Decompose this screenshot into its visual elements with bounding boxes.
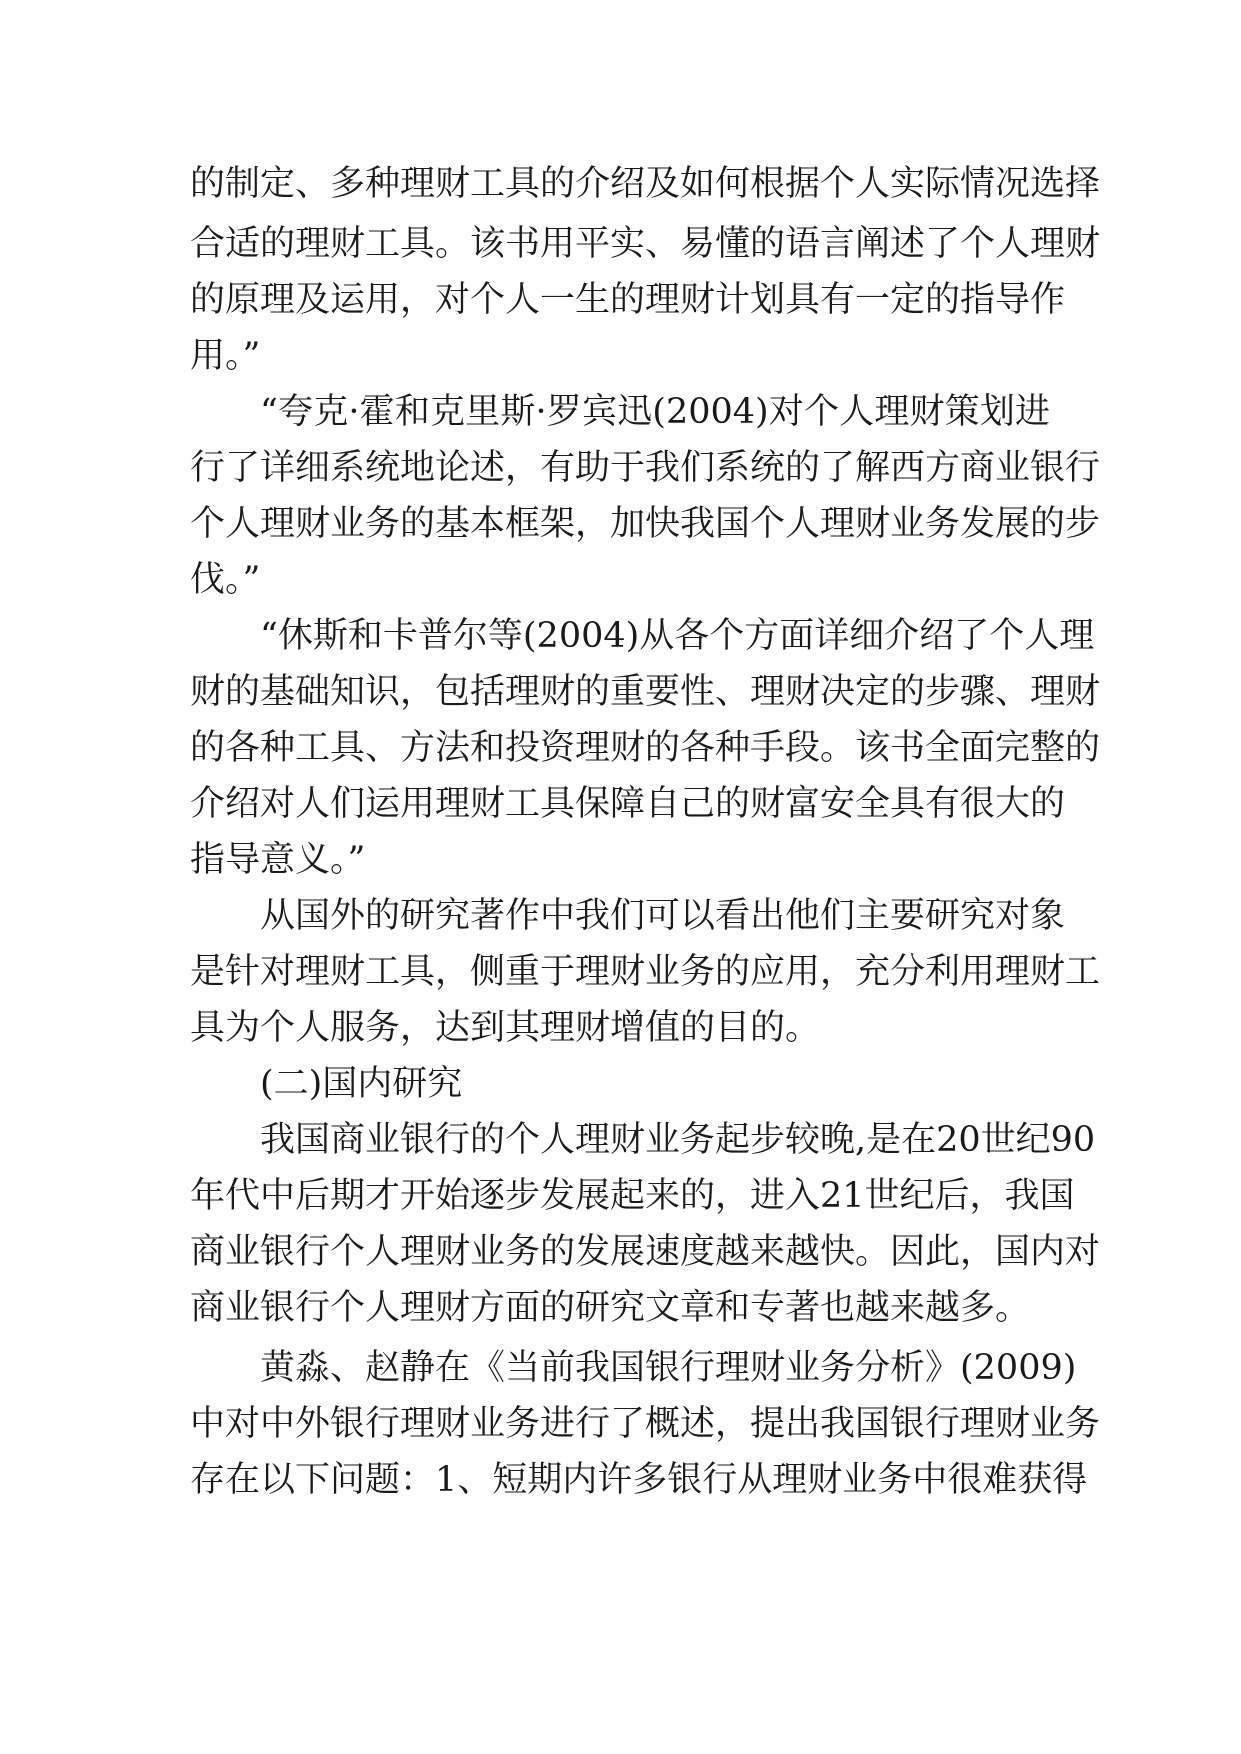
section-heading: (二)国内研究 [260, 1064, 463, 1104]
text-line-24: 存在以下问题：1、短期内许多银行从理财业务中很难获得 [190, 1460, 1088, 1500]
text-line-8: 伐。” [190, 560, 261, 600]
text-line-23: 中对中外银行理财业务进行了概述，提出我国银行理财业务 [190, 1404, 1101, 1444]
text-line-7: 个人理财业务的基本框架，加快我国个人理财业务发展的步 [190, 504, 1101, 544]
text-line-15: 是针对理财工具，侧重于理财业务的应用，充分利用理财工 [190, 952, 1101, 992]
text-line-3: 的原理及运用，对个人一生的理财计划具有一定的指导作 [190, 280, 1066, 320]
text-line-19: 年代中后期才开始逐步发展起来的，进入21世纪后，我国 [190, 1176, 1075, 1216]
text-line-20: 商业银行个人理财业务的发展速度越来越快。因此，国内对 [190, 1232, 1101, 1272]
text-line-18: 我国商业银行的个人理财业务起步较晚,是在20世纪90 [260, 1120, 1096, 1160]
text-line-13: 指导意义。” [190, 840, 366, 880]
text-line-5: “夸克·霍和克里斯·罗宾迅(2004)对个人理财策划进 [260, 392, 1050, 432]
text-line-9: “休斯和卡普尔等(2004)从各个方面详细介绍了个人理 [260, 616, 1095, 656]
text-line-16: 具为个人服务，达到其理财增值的目的。 [190, 1008, 821, 1048]
text-line-21: 商业银行个人理财方面的研究文章和专著也越来越多。 [190, 1288, 1031, 1328]
text-line-10: 财的基础知识，包括理财的重要性、理财决定的步骤、理财 [190, 672, 1101, 712]
text-line-11: 的各种工具、方法和投资理财的各种手段。该书全面完整的 [190, 728, 1101, 768]
text-line-6: 行了详细系统地论述，有助于我们系统的了解西方商业银行 [190, 448, 1101, 488]
text-line-1: 的制定、多种理财工具的介绍及如何根据个人实际情况选择 [190, 164, 1101, 204]
text-line-12: 介绍对人们运用理财工具保障自己的财富安全具有很大的 [190, 784, 1066, 824]
text-line-22: 黄淼、赵静在《当前我国银行理财业务分析》(2009) [260, 1348, 1077, 1388]
text-line-2: 合适的理财工具。该书用平实、易懂的语言阐述了个人理财 [190, 224, 1101, 264]
text-line-4: 用。” [190, 336, 261, 376]
text-line-14: 从国外的研究著作中我们可以看出他们主要研究对象 [260, 896, 1066, 936]
